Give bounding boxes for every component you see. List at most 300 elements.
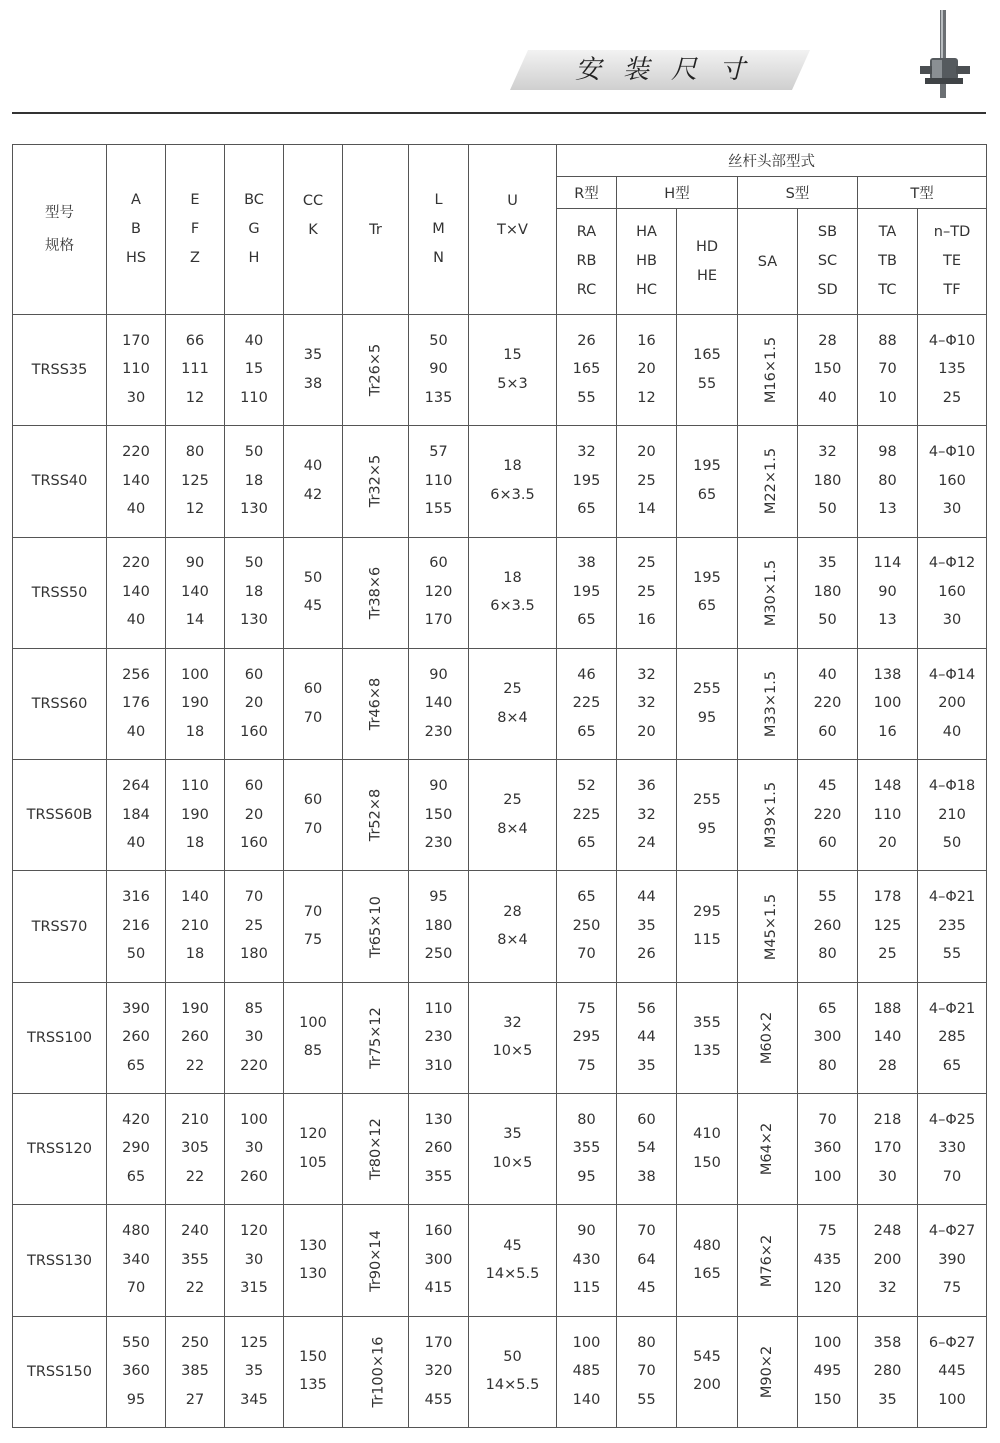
cc-k-cell xyxy=(284,315,343,426)
sb-sc-sd-cell-value: 45 xyxy=(818,778,837,795)
ha-hb-hc-cell-value: 55 xyxy=(637,1391,656,1408)
e-f-z-cell xyxy=(166,315,225,426)
ha-hb-hc-cell-value: 35 xyxy=(637,1057,656,1074)
ha-hb-hc-cell xyxy=(617,760,677,871)
ta-tb-tc-cell-value: 10 xyxy=(878,389,897,406)
l-m-n-cell-value: 300 xyxy=(424,1251,453,1268)
ntd-te-tf-cell-value: 50 xyxy=(942,835,962,852)
hd-he-cell xyxy=(677,315,738,426)
ta-tb-tc-cell xyxy=(858,1205,918,1316)
e-f-z-cell xyxy=(166,1205,225,1316)
ntd-te-tf-cell xyxy=(918,537,987,648)
ra-rb-rc-cell xyxy=(557,871,617,982)
hd-he-cell xyxy=(677,426,738,537)
ntd-te-tf-cell-value: 30 xyxy=(942,501,962,518)
sb-sc-sd-cell-value: 75 xyxy=(818,1223,837,1240)
ra-rb-rc-cell-value: 195 xyxy=(572,583,601,600)
model-cell: TRSS150 xyxy=(13,1316,107,1427)
u-txv-cell-value: 50 xyxy=(503,1348,522,1365)
header-sb: SB xyxy=(817,224,838,240)
u-txv-cell xyxy=(469,982,557,1093)
sb-sc-sd-cell xyxy=(798,871,858,982)
a-b-hs-cell xyxy=(107,315,166,426)
ntd-te-tf-cell xyxy=(918,648,987,759)
sa-cell xyxy=(738,1316,798,1427)
header-hd-he xyxy=(677,209,738,315)
bc-g-h-cell xyxy=(225,537,284,648)
cc-k-cell-value: 60 xyxy=(303,681,323,698)
header-ha: HA xyxy=(636,224,657,240)
sb-sc-sd-cell-value: 100 xyxy=(813,1168,842,1185)
header-hb: HB xyxy=(636,253,657,269)
ra-rb-rc-cell-value: 225 xyxy=(572,695,601,712)
sa-cell-value: M64×2 xyxy=(759,1123,776,1176)
ra-rb-rc-cell-value: 90 xyxy=(577,1223,596,1240)
sb-sc-sd-cell-value: 180 xyxy=(813,583,842,600)
cc-k-cell xyxy=(284,871,343,982)
ha-hb-hc-cell-value: 36 xyxy=(637,778,656,795)
model-cell: TRSS70 xyxy=(13,871,107,982)
l-m-n-cell-value: 90 xyxy=(429,778,448,795)
ntd-te-tf-cell-value: 4–Φ10 xyxy=(928,444,976,461)
a-b-hs-cell-value: 220 xyxy=(122,555,150,572)
cc-k-cell-value: 60 xyxy=(303,792,323,809)
bc-g-h-cell-value: 60 xyxy=(244,666,264,683)
table-row xyxy=(13,1094,987,1205)
hd-he-cell xyxy=(677,1316,738,1427)
ra-rb-rc-cell-value: 46 xyxy=(577,666,596,683)
cc-k-cell-value: 75 xyxy=(303,932,323,949)
header-e: E xyxy=(190,192,200,208)
sa-cell xyxy=(738,1094,798,1205)
ta-tb-tc-cell-value: 358 xyxy=(873,1334,902,1351)
u-txv-cell xyxy=(469,537,557,648)
bc-g-h-cell-value: 30 xyxy=(244,1140,264,1157)
table-row xyxy=(13,315,987,426)
cc-k-cell-value: 120 xyxy=(299,1126,327,1143)
u-txv-cell-value: 25 xyxy=(503,792,522,809)
tr-cell xyxy=(343,315,409,426)
ta-tb-tc-cell xyxy=(858,426,918,537)
l-m-n-cell-value: 180 xyxy=(424,917,453,934)
tr-cell xyxy=(343,760,409,871)
e-f-z-cell-value: 22 xyxy=(185,1168,205,1185)
cc-k-cell-value: 42 xyxy=(303,486,323,503)
a-b-hs-cell-value: 170 xyxy=(122,332,150,349)
u-txv-cell xyxy=(469,1205,557,1316)
cc-k-cell xyxy=(284,648,343,759)
sa-cell xyxy=(738,982,798,1093)
ra-rb-rc-cell-value: 165 xyxy=(572,361,601,378)
header-group-t: T型 xyxy=(858,177,987,209)
header-z: Z xyxy=(190,250,200,266)
ra-rb-rc-cell-value: 75 xyxy=(577,1000,596,1017)
sa-cell xyxy=(738,760,798,871)
l-m-n-cell-value: 120 xyxy=(424,583,453,600)
bc-g-h-cell-value: 125 xyxy=(240,1334,268,1351)
ra-rb-rc-cell-value: 38 xyxy=(577,555,596,572)
ha-hb-hc-cell-value: 32 xyxy=(637,806,656,823)
u-txv-cell xyxy=(469,1094,557,1205)
header-g: G xyxy=(248,221,260,237)
ntd-te-tf-cell-value: 4–Φ18 xyxy=(928,778,976,795)
bc-g-h-cell-value: 30 xyxy=(244,1029,264,1046)
sa-cell xyxy=(738,537,798,648)
bc-g-h-cell-value: 18 xyxy=(244,583,264,600)
sb-sc-sd-cell-value: 80 xyxy=(818,1057,837,1074)
e-f-z-cell-value: 355 xyxy=(181,1251,209,1268)
l-m-n-cell-value: 57 xyxy=(429,444,448,461)
tr-cell-value: Tr32×5 xyxy=(367,455,384,508)
bc-g-h-cell-value: 160 xyxy=(240,835,268,852)
u-txv-cell-value: 8×4 xyxy=(497,709,528,726)
tr-cell-value: Tr38×6 xyxy=(367,566,384,619)
header-screw-head-type: 丝杆头部型式 xyxy=(557,145,987,177)
ta-tb-tc-cell-value: 125 xyxy=(873,917,902,934)
cc-k-cell xyxy=(284,1316,343,1427)
ha-hb-hc-cell xyxy=(617,648,677,759)
tr-cell-value: Tr26×5 xyxy=(367,343,384,397)
hd-he-cell-value: 150 xyxy=(693,1154,721,1171)
a-b-hs-cell-value: 290 xyxy=(122,1140,150,1157)
l-m-n-cell xyxy=(409,760,469,871)
tr-cell xyxy=(343,871,409,982)
bc-g-h-cell xyxy=(225,871,284,982)
ntd-te-tf-cell-value: 235 xyxy=(938,917,966,934)
a-b-hs-cell-value: 70 xyxy=(126,1280,146,1297)
sb-sc-sd-cell xyxy=(798,426,858,537)
l-m-n-cell xyxy=(409,537,469,648)
sb-sc-sd-cell xyxy=(798,315,858,426)
ra-rb-rc-cell xyxy=(557,426,617,537)
ra-rb-rc-cell xyxy=(557,537,617,648)
ha-hb-hc-cell-value: 70 xyxy=(637,1223,656,1240)
ntd-te-tf-cell-value: 75 xyxy=(942,1280,962,1297)
cc-k-cell-value: 70 xyxy=(303,709,323,726)
u-txv-cell-value: 8×4 xyxy=(497,820,528,837)
a-b-hs-cell-value: 390 xyxy=(122,1000,150,1017)
hd-he-cell xyxy=(677,1094,738,1205)
bc-g-h-cell xyxy=(225,760,284,871)
l-m-n-cell-value: 170 xyxy=(424,1334,453,1351)
hd-he-cell-value: 200 xyxy=(693,1377,721,1394)
l-m-n-cell-value: 250 xyxy=(424,946,453,963)
ha-hb-hc-cell-value: 35 xyxy=(637,917,656,934)
header-ntd: n–TD xyxy=(933,224,971,240)
hd-he-cell-value: 55 xyxy=(697,375,717,392)
ha-hb-hc-cell-value: 12 xyxy=(637,389,656,406)
tr-cell-value: Tr100×16 xyxy=(370,1336,387,1408)
tr-cell-value: Tr65×10 xyxy=(367,895,384,958)
hd-he-cell-value: 195 xyxy=(693,569,721,586)
sa-cell-value: M33×1.5 xyxy=(763,670,780,738)
header-a-b-hs xyxy=(107,145,166,315)
ha-hb-hc-cell xyxy=(617,1205,677,1316)
header-rc: RC xyxy=(576,282,597,298)
bc-g-h-cell-value: 85 xyxy=(244,1000,264,1017)
cc-k-cell-value: 70 xyxy=(303,820,323,837)
l-m-n-cell-value: 170 xyxy=(424,612,453,629)
ra-rb-rc-cell xyxy=(557,982,617,1093)
ha-hb-hc-cell-value: 70 xyxy=(637,1363,656,1380)
sb-sc-sd-cell-value: 50 xyxy=(818,612,837,629)
a-b-hs-cell-value: 140 xyxy=(122,472,150,489)
e-f-z-cell-value: 22 xyxy=(185,1280,205,1297)
sb-sc-sd-cell-value: 28 xyxy=(818,332,837,349)
e-f-z-cell xyxy=(166,537,225,648)
a-b-hs-cell-value: 220 xyxy=(122,444,150,461)
l-m-n-cell-value: 95 xyxy=(429,889,448,906)
ha-hb-hc-cell xyxy=(617,315,677,426)
a-b-hs-cell xyxy=(107,1094,166,1205)
e-f-z-cell xyxy=(166,1094,225,1205)
sa-cell-value: M16×1.5 xyxy=(763,337,780,404)
ra-rb-rc-cell-value: 65 xyxy=(577,723,596,740)
sa-cell xyxy=(738,648,798,759)
a-b-hs-cell xyxy=(107,1205,166,1316)
l-m-n-cell-value: 230 xyxy=(424,1029,453,1046)
ra-rb-rc-cell-value: 55 xyxy=(577,389,596,406)
ntd-te-tf-cell xyxy=(918,760,987,871)
bc-g-h-cell xyxy=(225,1316,284,1427)
ra-rb-rc-cell-value: 115 xyxy=(572,1280,601,1297)
u-txv-cell-value: 15 xyxy=(503,347,522,364)
e-f-z-cell-value: 210 xyxy=(181,1111,209,1128)
ta-tb-tc-cell xyxy=(858,871,918,982)
sb-sc-sd-cell-value: 220 xyxy=(813,806,842,823)
ntd-te-tf-cell-value: 30 xyxy=(942,612,962,629)
e-f-z-cell-value: 18 xyxy=(185,946,205,963)
sb-sc-sd-cell-value: 150 xyxy=(813,361,842,378)
sb-sc-sd-cell-value: 260 xyxy=(813,917,842,934)
ha-hb-hc-cell-value: 45 xyxy=(637,1280,656,1297)
hd-he-cell-value: 255 xyxy=(693,792,721,809)
header-cc: CC xyxy=(302,192,324,209)
ra-rb-rc-cell xyxy=(557,648,617,759)
header-sa: SA xyxy=(738,209,798,315)
cc-k-cell xyxy=(284,982,343,1093)
a-b-hs-cell xyxy=(107,537,166,648)
ta-tb-tc-cell xyxy=(858,1316,918,1427)
header-u-txv xyxy=(469,145,557,315)
l-m-n-cell-value: 230 xyxy=(424,835,453,852)
cc-k-cell-value: 85 xyxy=(303,1043,323,1060)
sa-cell-value: M39×1.5 xyxy=(763,782,780,849)
ntd-te-tf-cell-value: 4–Φ10 xyxy=(928,332,976,349)
ta-tb-tc-cell-value: 280 xyxy=(873,1363,902,1380)
hd-he-cell-value: 95 xyxy=(697,820,717,837)
sa-cell-value: M45×1.5 xyxy=(763,893,780,960)
a-b-hs-cell-value: 65 xyxy=(126,1168,146,1185)
header-b: B xyxy=(131,221,141,237)
hd-he-cell xyxy=(677,871,738,982)
ra-rb-rc-cell xyxy=(557,315,617,426)
table-row xyxy=(13,760,987,871)
hd-he-cell-value: 135 xyxy=(693,1043,721,1060)
header-tf: TF xyxy=(943,282,961,298)
header-sb-sc-sd xyxy=(798,209,858,315)
sb-sc-sd-cell-value: 50 xyxy=(818,501,837,518)
bc-g-h-cell-value: 50 xyxy=(244,555,264,572)
bc-g-h-cell-value: 25 xyxy=(244,917,264,934)
ta-tb-tc-cell-value: 200 xyxy=(873,1251,902,1268)
e-f-z-cell xyxy=(166,871,225,982)
ntd-te-tf-cell-value: 200 xyxy=(938,695,966,712)
sb-sc-sd-cell-value: 360 xyxy=(813,1140,842,1157)
table-row xyxy=(13,982,987,1093)
ha-hb-hc-cell xyxy=(617,871,677,982)
ha-hb-hc-cell xyxy=(617,1316,677,1427)
hd-he-cell-value: 255 xyxy=(693,681,721,698)
a-b-hs-cell-value: 95 xyxy=(126,1391,146,1408)
cc-k-cell-value: 35 xyxy=(303,347,323,364)
ha-hb-hc-cell-value: 56 xyxy=(637,1000,656,1017)
header-sc: SC xyxy=(817,253,838,269)
a-b-hs-cell-value: 30 xyxy=(126,389,146,406)
ha-hb-hc-cell xyxy=(617,1094,677,1205)
u-txv-cell-value: 18 xyxy=(503,458,522,475)
ntd-te-tf-cell-value: 445 xyxy=(938,1363,966,1380)
ntd-te-tf-cell xyxy=(918,1316,987,1427)
u-txv-cell xyxy=(469,315,557,426)
sb-sc-sd-cell-value: 32 xyxy=(818,444,837,461)
header-n: N xyxy=(433,250,444,266)
ntd-te-tf-cell xyxy=(918,426,987,537)
l-m-n-cell-value: 455 xyxy=(424,1391,453,1408)
a-b-hs-cell xyxy=(107,871,166,982)
bc-g-h-cell-value: 220 xyxy=(240,1057,268,1074)
ra-rb-rc-cell-value: 80 xyxy=(577,1111,596,1128)
sb-sc-sd-cell-value: 60 xyxy=(818,835,837,852)
ha-hb-hc-cell xyxy=(617,426,677,537)
sa-cell-value: M90×2 xyxy=(759,1345,776,1398)
title-banner xyxy=(510,50,810,90)
sb-sc-sd-cell-value: 100 xyxy=(813,1334,842,1351)
sb-sc-sd-cell-value: 435 xyxy=(813,1251,842,1268)
header-ntd-te-tf xyxy=(918,209,987,315)
bc-g-h-cell xyxy=(225,426,284,537)
e-f-z-cell-value: 18 xyxy=(185,835,205,852)
tr-cell-value: Tr90×14 xyxy=(367,1229,384,1292)
ntd-te-tf-cell-value: 285 xyxy=(938,1029,966,1046)
ha-hb-hc-cell-value: 20 xyxy=(637,723,656,740)
e-f-z-cell-value: 14 xyxy=(185,612,205,629)
e-f-z-cell-value: 12 xyxy=(185,501,205,518)
ha-hb-hc-cell xyxy=(617,537,677,648)
bc-g-h-cell-value: 35 xyxy=(244,1363,264,1380)
ntd-te-tf-cell-value: 6–Φ27 xyxy=(928,1334,976,1351)
cc-k-cell-value: 105 xyxy=(299,1154,327,1171)
ha-hb-hc-cell-value: 20 xyxy=(637,444,656,461)
ha-hb-hc-cell xyxy=(617,982,677,1093)
ha-hb-hc-cell-value: 44 xyxy=(637,1029,656,1046)
bc-g-h-cell-value: 30 xyxy=(244,1251,264,1268)
ra-rb-rc-cell-value: 52 xyxy=(577,778,596,795)
ha-hb-hc-cell-value: 60 xyxy=(637,1111,656,1128)
ha-hb-hc-cell-value: 25 xyxy=(637,472,656,489)
header-he: HE xyxy=(696,267,718,284)
header-tc: TC xyxy=(878,282,897,298)
header-group-r: R型 xyxy=(557,177,617,209)
header-ha-hb-hc xyxy=(617,209,677,315)
hd-he-cell-value: 65 xyxy=(697,486,717,503)
hd-he-cell xyxy=(677,1205,738,1316)
header-tb: TB xyxy=(878,253,897,269)
l-m-n-cell xyxy=(409,1205,469,1316)
ra-rb-rc-cell-value: 65 xyxy=(577,835,596,852)
l-m-n-cell-value: 90 xyxy=(429,666,448,683)
u-txv-cell-value: 18 xyxy=(503,569,522,586)
u-txv-cell xyxy=(469,648,557,759)
a-b-hs-cell-value: 176 xyxy=(122,695,150,712)
ntd-te-tf-cell-value: 4–Φ21 xyxy=(928,1000,976,1017)
hd-he-cell-value: 165 xyxy=(693,1266,721,1283)
table-row xyxy=(13,426,987,537)
e-f-z-cell-value: 110 xyxy=(181,778,209,795)
ra-rb-rc-cell xyxy=(557,1205,617,1316)
sb-sc-sd-cell-value: 120 xyxy=(813,1280,842,1297)
l-m-n-cell-value: 155 xyxy=(424,501,453,518)
ta-tb-tc-cell-value: 80 xyxy=(878,472,897,489)
sa-cell-value: M76×2 xyxy=(759,1234,776,1287)
header-ra: RA xyxy=(576,224,597,240)
sb-sc-sd-cell-value: 70 xyxy=(818,1111,837,1128)
a-b-hs-cell-value: 65 xyxy=(126,1057,146,1074)
header-bc-g-h xyxy=(225,145,284,315)
ra-rb-rc-cell-value: 65 xyxy=(577,612,596,629)
ra-rb-rc-cell-value: 100 xyxy=(572,1334,601,1351)
header-group-h: H型 xyxy=(617,177,738,209)
header-model-line2: 规格 xyxy=(45,237,74,254)
header-cc-k xyxy=(284,145,343,315)
table-body xyxy=(13,315,987,1428)
l-m-n-cell-value: 260 xyxy=(424,1140,453,1157)
tr-cell-value: Tr52×8 xyxy=(367,789,384,842)
cc-k-cell-value: 130 xyxy=(299,1237,327,1254)
ta-tb-tc-cell-value: 30 xyxy=(878,1168,897,1185)
sa-cell xyxy=(738,426,798,537)
u-txv-cell-value: 5×3 xyxy=(497,375,528,392)
header-e-f-z xyxy=(166,145,225,315)
ta-tb-tc-cell-value: 178 xyxy=(873,889,902,906)
ta-tb-tc-cell-value: 100 xyxy=(873,695,902,712)
sb-sc-sd-cell-value: 180 xyxy=(813,472,842,489)
header-u: U xyxy=(507,192,518,209)
cc-k-cell-value: 50 xyxy=(303,569,323,586)
cc-k-cell-value: 135 xyxy=(299,1377,327,1394)
ta-tb-tc-cell-value: 218 xyxy=(873,1111,902,1128)
ra-rb-rc-cell-value: 195 xyxy=(572,472,601,489)
hd-he-cell-value: 115 xyxy=(693,932,721,949)
table-row xyxy=(13,1205,987,1316)
ntd-te-tf-cell-value: 160 xyxy=(938,583,966,600)
ntd-te-tf-cell xyxy=(918,1094,987,1205)
e-f-z-cell xyxy=(166,648,225,759)
hd-he-cell-value: 355 xyxy=(693,1014,721,1031)
hd-he-cell-value: 165 xyxy=(693,347,721,364)
ta-tb-tc-cell-value: 98 xyxy=(878,444,897,461)
sa-cell xyxy=(738,1205,798,1316)
header-l-m-n xyxy=(409,145,469,315)
ra-rb-rc-cell-value: 250 xyxy=(572,917,601,934)
model-cell: TRSS60B xyxy=(13,760,107,871)
sa-cell-value: M30×1.5 xyxy=(763,559,780,626)
ha-hb-hc-cell-value: 16 xyxy=(637,612,656,629)
sb-sc-sd-cell-value: 55 xyxy=(818,889,837,906)
bc-g-h-cell-value: 20 xyxy=(244,695,264,712)
ra-rb-rc-cell-value: 95 xyxy=(577,1168,596,1185)
tr-cell xyxy=(343,1205,409,1316)
